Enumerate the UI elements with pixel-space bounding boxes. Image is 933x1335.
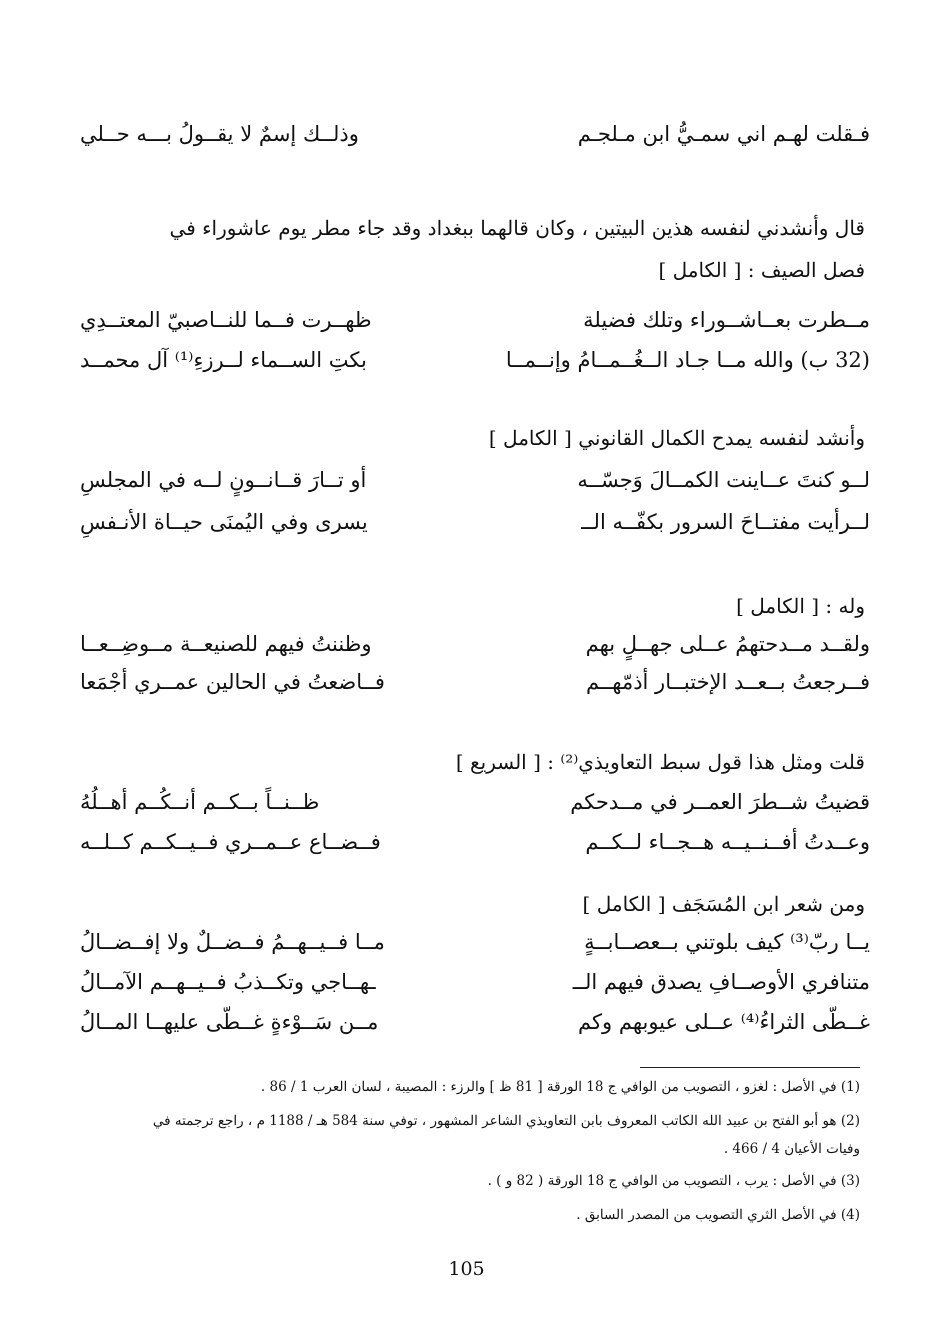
verse-line (80, 462, 870, 498)
footnote: (4) في الأصل الثري التصويب من المصدر السابق . (576, 1207, 860, 1223)
verse-second-hemistich: ـهــاجي وتكــذبُ فــيــهــم الآمــالُ (80, 970, 376, 994)
verse-first-hemistich: (32 ب) والله مــا جـاد الــغُــمــامُ وإنــمــا (505, 348, 870, 372)
footnote: (3) في الأصل : يرب ، التصويب من الوافي ج 18 الورقة ( 82 و ) . (487, 1173, 860, 1189)
verse-line (80, 924, 870, 960)
verse-second-hemistich: ظــنــاً بــكــم أنــكُــم أهــلُهُ (80, 790, 320, 814)
verse-first-hemistich: قضيتُ شــطرَ العمــر في مــدحكم (570, 790, 870, 814)
verse-second-hemistich: وذلــك إسمٌ لا يقــولُ بـــه حــلي (80, 122, 359, 146)
verse-first-hemistich: وعــدتُ أفــنــيــه هــجــاء لــكــم (585, 830, 870, 854)
verse-first-hemistich: فــرجعتُ بــعــد الإختبــار أذمّهــم (585, 670, 870, 694)
prose-line: ومن شعر ابن المُسَجَف [ الكامل ] (582, 892, 865, 916)
verse-line (80, 504, 870, 540)
prose-line: قلت ومثل هذا قول سبط التعاويذي⁽²⁾ : [ السريع ] (455, 750, 865, 774)
verse-first-hemistich: غــطّى الثراءُ⁽⁴⁾ عــلى عيوبهم وكم (578, 1010, 870, 1034)
verse-second-hemistich: أو تــارَ قــانــونٍ لــه في المجلسِ (80, 468, 367, 492)
verse-line (80, 824, 870, 860)
verse-first-hemistich: لــو كنتَ عــاينت الكمــالَ وَجسّــه (577, 468, 870, 492)
verse-first-hemistich: ولقــد مــدحتهمُ عــلى جهــلٍ بهم (585, 632, 870, 656)
verse-line (80, 784, 870, 820)
verse-line (80, 964, 870, 1000)
verse-first-hemistich: يــا ربّ⁽³⁾ كيف بلوتني بــعصــابــةٍ (584, 930, 870, 954)
verse-line (80, 626, 870, 662)
prose-line: فصل الصيف : [ الكامل ] (658, 258, 865, 282)
footnote-continuation: وفيات الأعيان 4 / 466 . (723, 1141, 860, 1157)
verse-second-hemistich: وظننتُ فيهم للصنيعــة مــوضِــعــا (80, 632, 372, 656)
verse-second-hemistich: مــن سَــوْءةٍ غــطّى عليهــا المــالُ (80, 1010, 379, 1034)
footnote: (1) في الأصل : لغزو ، التصويب من الوافي ج 18 الورقة [ 81 ظ ] والرزء : المصيبة ، لسان العرب 1 / 86 . (260, 1079, 860, 1095)
verse-second-hemistich: فــضــاع عــمــري فــيــكــم كــلــه (80, 830, 381, 854)
footnote-separator (640, 1067, 860, 1068)
verse-second-hemistich: مــا فــيــهــمُ فــضــلٌ ولا إفــضــالُ (80, 930, 385, 954)
footnote: (2) هو أبو الفتح بن عبيد الله الكاتب المعروف بابن التعاويذي الشاعر المشهور ، توفي سنة 584 هـ / 1188 م ، راجع ترجمته في (152, 1113, 860, 1129)
verse-line (80, 1004, 870, 1040)
verse-second-hemistich: ظهــرت فــما للنــاصبيّ المعتــدِي (80, 308, 372, 332)
verse-second-hemistich: فــاضعتُ في الحالين عمــري أجْمَعا (80, 670, 385, 694)
verse-line (80, 302, 870, 338)
verse-second-hemistich: بكتِ الســماء لــرزءِ⁽¹⁾ آل محمــد (80, 348, 367, 372)
prose-line: قال وأنشدني لنفسه هذين البيتين ، وكان قالهما ببغداد وقد جاء مطر يوم عاشوراء في (169, 216, 865, 240)
verse-first-hemistich: متنافري الأوصــافِ يصدق فيهم الــ (572, 970, 870, 994)
verse-second-hemistich: يسرى وفي اليُمنَى حيــاة الأنـفسِ (80, 510, 368, 534)
verse-first-hemistich: لــرأيت مفتــاحَ السرور بكفّــه الــ (581, 510, 870, 534)
prose-line: وله : [ الكامل ] (736, 594, 865, 618)
verse-line (80, 342, 870, 378)
prose-line: وأنشد لنفسه يمدح الكمال القانوني [ الكامل ] (488, 426, 865, 450)
verse-first-hemistich: فـقلت لهـم اني سمـيُّ ابن مـلجـم (577, 122, 870, 146)
verse-line (80, 664, 870, 700)
page-number: 105 (448, 1258, 485, 1280)
verse-line (80, 116, 870, 152)
verse-first-hemistich: مــطرت بعــاشــوراء وتلك فضيلة (583, 308, 870, 332)
